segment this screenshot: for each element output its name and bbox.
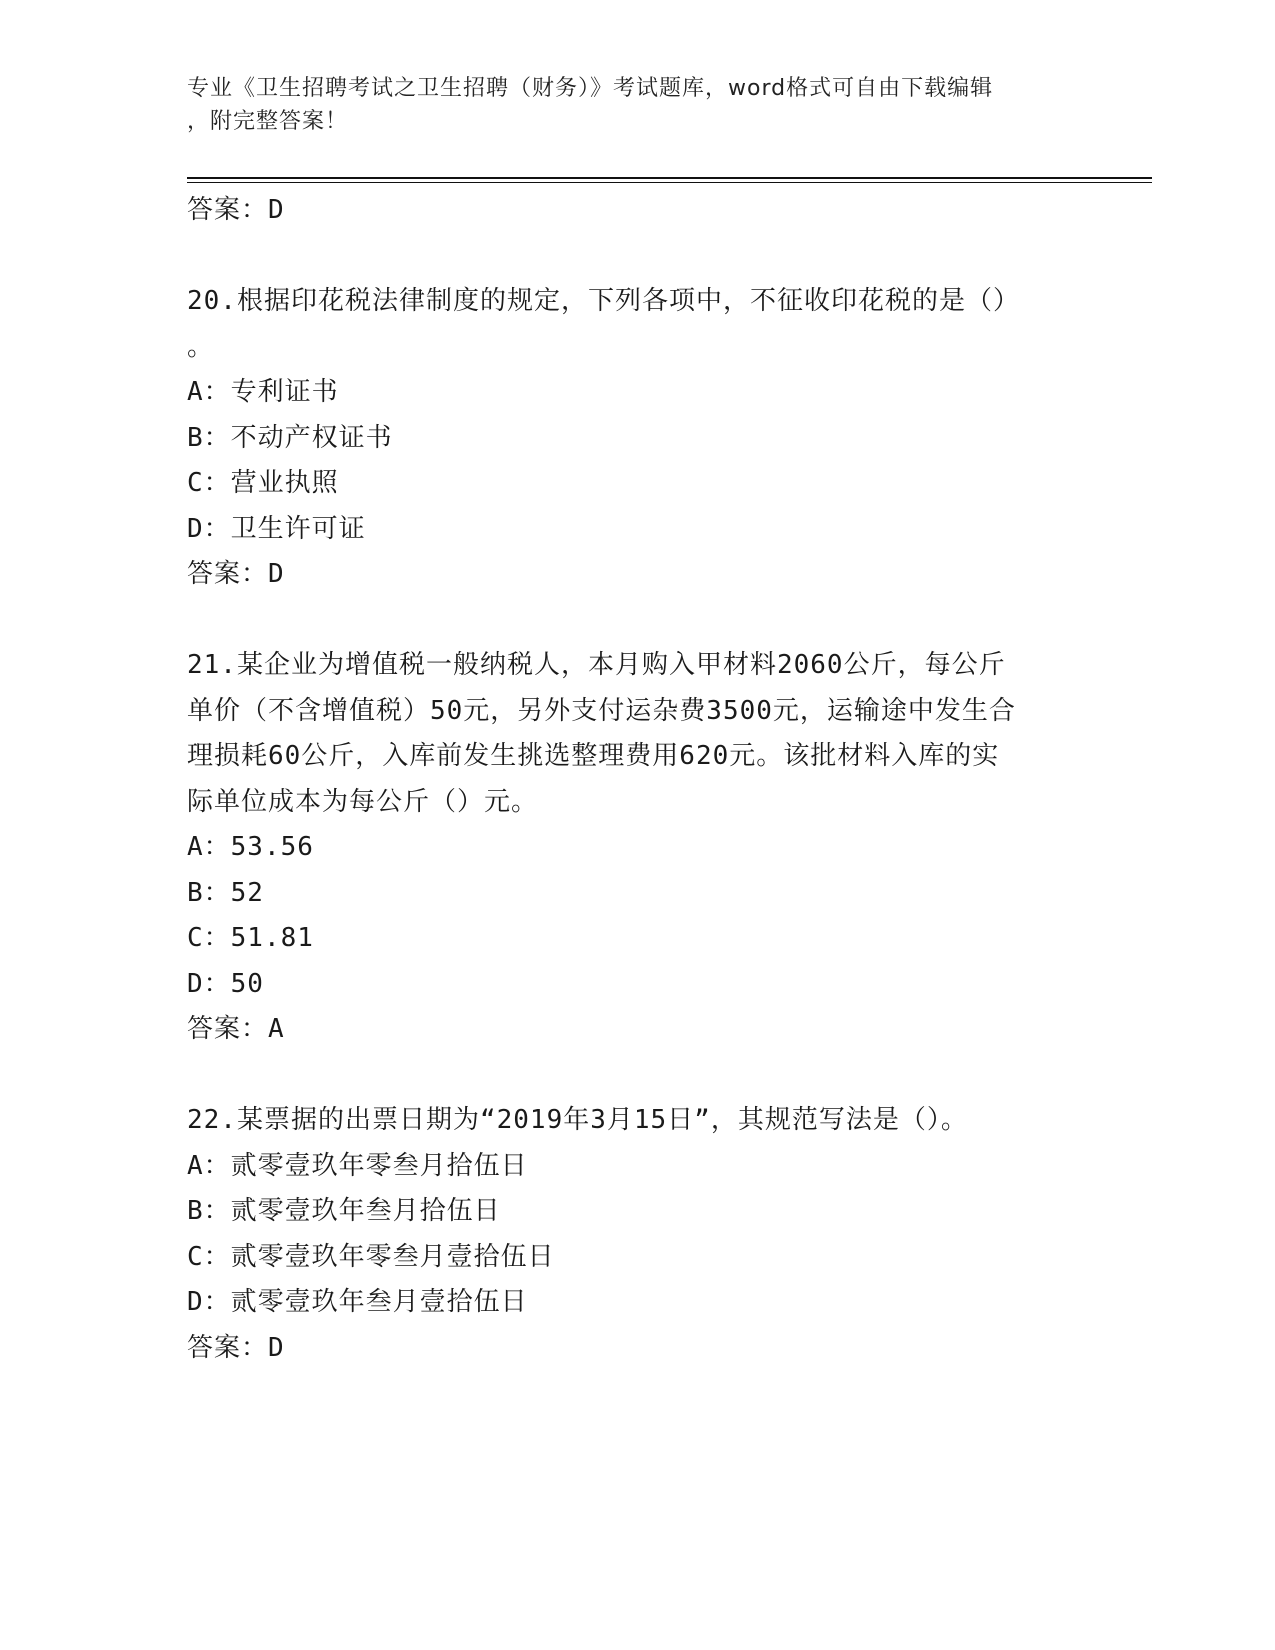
- question-stem-line: 20.根据印花税法律制度的规定，下列各项中，不征收印花税的是（）: [187, 286, 1020, 316]
- question-stem-line: 际单位成本为每公斤（）元。: [187, 786, 539, 817]
- previous-answer: [187, 188, 1087, 234]
- option-d: D：贰零壹玖年叁月壹拾伍日: [187, 1287, 528, 1317]
- answer-label: 答案：: [187, 1332, 269, 1363]
- answer-value: D: [268, 195, 285, 225]
- spacer: [187, 598, 1087, 644]
- option-c: C：51.81: [187, 923, 314, 953]
- question-stem-line: 22.某票据的出票日期为“2019年3月15日”，其规范写法是（）。: [187, 1105, 968, 1135]
- option-b: B：52: [187, 877, 264, 908]
- option-d: D：卫生许可证: [187, 513, 366, 544]
- option-a: A：专利证书: [187, 377, 339, 407]
- question-answer: [187, 1326, 1087, 1372]
- option-b: B：不动产权证书: [187, 422, 393, 453]
- answer-value: D: [268, 559, 285, 589]
- spacer: [187, 1053, 1087, 1099]
- question-answer: [187, 1007, 1087, 1053]
- question-stem-line: 理损耗60公斤，入库前发生挑选整理费用620元。该批材料入库的实: [187, 741, 1000, 771]
- option-b: B：贰零壹玖年叁月拾伍日: [187, 1196, 501, 1226]
- question-block: [187, 1098, 1087, 1371]
- header-rule-thick: [187, 177, 1152, 179]
- header-line-2: ，附完整答案！: [187, 109, 349, 134]
- question-stem-line: 21.某企业为增值税一般纳税人，本月购入甲材料2060公斤，每公斤: [187, 650, 1006, 680]
- option-a: A：贰零壹玖年零叁月拾伍日: [187, 1150, 528, 1181]
- option-c: C：营业执照: [187, 468, 339, 498]
- answer-value: D: [268, 1332, 285, 1363]
- header-line-1: 专业《卫生招聘考试之卫生招聘（财务）》考试题库，word格式可自由下载编辑: [187, 76, 994, 101]
- question-stem-line: 单价（不含增值税）50元，另外支付运杂费3500元，运输途中发生合: [187, 695, 1016, 726]
- document-header: [187, 72, 1087, 138]
- question-stem-line: 。: [187, 331, 215, 362]
- header-rule-thin: [187, 182, 1152, 183]
- option-a: A：53.56: [187, 832, 314, 862]
- answer-label: 答案：: [187, 1014, 269, 1044]
- answer-label: 答案：: [187, 559, 269, 589]
- option-d: D：50: [187, 968, 264, 999]
- answer-value: A: [268, 1014, 285, 1044]
- question-block: [187, 643, 1087, 1053]
- spacer: [187, 234, 1087, 280]
- question-answer: [187, 552, 1087, 598]
- question-content: [187, 188, 1087, 1371]
- answer-label: 答案：: [187, 195, 269, 225]
- option-c: C：贰零壹玖年零叁月壹拾伍日: [187, 1241, 555, 1272]
- question-block: [187, 279, 1087, 598]
